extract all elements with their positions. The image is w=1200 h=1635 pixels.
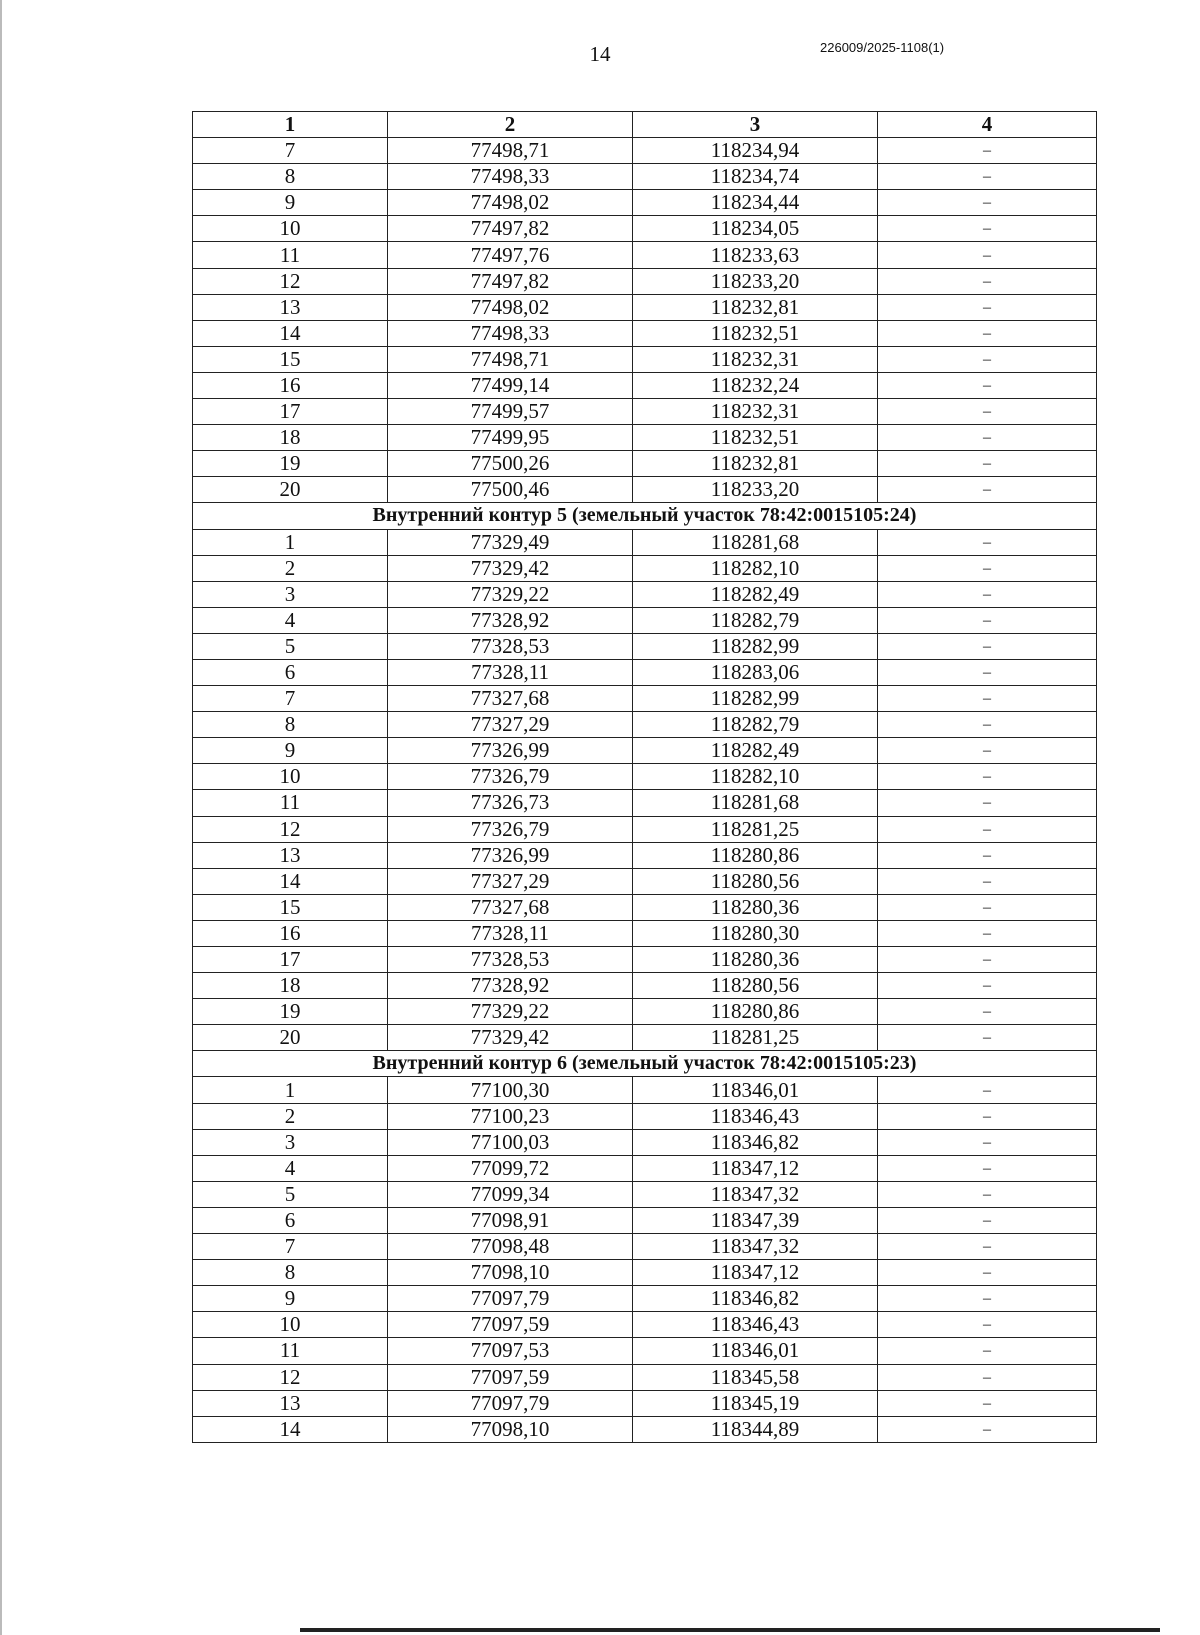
point-number-cell: 3 xyxy=(193,1129,388,1155)
column-4-cell: – xyxy=(878,1025,1097,1051)
y-coordinate-cell: 118281,68 xyxy=(633,790,878,816)
y-coordinate-cell: 118281,25 xyxy=(633,816,878,842)
column-4-cell: – xyxy=(878,633,1097,659)
table-row xyxy=(193,1207,1097,1233)
x-coordinate-cell: 77498,71 xyxy=(388,138,633,164)
column-4-cell: – xyxy=(878,1338,1097,1364)
y-coordinate-cell: 118345,19 xyxy=(633,1390,878,1416)
x-coordinate-cell: 77329,42 xyxy=(388,1025,633,1051)
x-coordinate-cell: 77329,42 xyxy=(388,555,633,581)
x-coordinate-cell: 77097,79 xyxy=(388,1286,633,1312)
column-4-cell: – xyxy=(878,138,1097,164)
x-coordinate-cell: 77098,91 xyxy=(388,1207,633,1233)
y-coordinate-cell: 118232,51 xyxy=(633,320,878,346)
x-coordinate-cell: 77098,48 xyxy=(388,1234,633,1260)
point-number-cell: 8 xyxy=(193,1260,388,1286)
column-4-cell: – xyxy=(878,920,1097,946)
point-number-cell: 18 xyxy=(193,973,388,999)
table-row xyxy=(193,268,1097,294)
column-4-cell: – xyxy=(878,425,1097,451)
y-coordinate-cell: 118280,86 xyxy=(633,842,878,868)
x-coordinate-cell: 77329,22 xyxy=(388,999,633,1025)
column-4-cell: – xyxy=(878,1155,1097,1181)
point-number-cell: 5 xyxy=(193,1181,388,1207)
column-4-cell: – xyxy=(878,1312,1097,1338)
section-title: Внутренний контур 6 (земельный участок 78:42:0015105:23) xyxy=(193,1051,1097,1077)
x-coordinate-cell: 77500,26 xyxy=(388,451,633,477)
column-4-cell: – xyxy=(878,712,1097,738)
column-4-cell: – xyxy=(878,659,1097,685)
table-row xyxy=(193,294,1097,320)
point-number-cell: 17 xyxy=(193,947,388,973)
y-coordinate-cell: 118282,99 xyxy=(633,686,878,712)
y-coordinate-cell: 118283,06 xyxy=(633,659,878,685)
table-row xyxy=(193,1025,1097,1051)
bottom-rule xyxy=(300,1628,1160,1632)
y-coordinate-cell: 118347,32 xyxy=(633,1234,878,1260)
y-coordinate-cell: 118282,10 xyxy=(633,555,878,581)
point-number-cell: 14 xyxy=(193,320,388,346)
table-row xyxy=(193,1103,1097,1129)
column-header-3: 3 xyxy=(633,112,878,138)
y-coordinate-cell: 118232,24 xyxy=(633,372,878,398)
x-coordinate-cell: 77499,14 xyxy=(388,372,633,398)
y-coordinate-cell: 118282,99 xyxy=(633,633,878,659)
point-number-cell: 4 xyxy=(193,1155,388,1181)
point-number-cell: 19 xyxy=(193,999,388,1025)
y-coordinate-cell: 118347,39 xyxy=(633,1207,878,1233)
point-number-cell: 3 xyxy=(193,581,388,607)
y-coordinate-cell: 118347,12 xyxy=(633,1155,878,1181)
table-row xyxy=(193,1416,1097,1442)
point-number-cell: 6 xyxy=(193,659,388,685)
column-4-cell: – xyxy=(878,738,1097,764)
y-coordinate-cell: 118280,56 xyxy=(633,973,878,999)
column-4-cell: – xyxy=(878,164,1097,190)
point-number-cell: 20 xyxy=(193,1025,388,1051)
point-number-cell: 6 xyxy=(193,1207,388,1233)
column-4-cell: – xyxy=(878,999,1097,1025)
x-coordinate-cell: 77328,53 xyxy=(388,633,633,659)
y-coordinate-cell: 118280,56 xyxy=(633,868,878,894)
column-4-cell: – xyxy=(878,372,1097,398)
point-number-cell: 17 xyxy=(193,399,388,425)
point-number-cell: 15 xyxy=(193,894,388,920)
y-coordinate-cell: 118346,43 xyxy=(633,1103,878,1129)
x-coordinate-cell: 77328,11 xyxy=(388,920,633,946)
column-4-cell: – xyxy=(878,973,1097,999)
table-row xyxy=(193,216,1097,242)
column-4-cell: – xyxy=(878,320,1097,346)
table-row xyxy=(193,764,1097,790)
column-4-cell: – xyxy=(878,399,1097,425)
point-number-cell: 10 xyxy=(193,764,388,790)
point-number-cell: 15 xyxy=(193,346,388,372)
y-coordinate-cell: 118233,63 xyxy=(633,242,878,268)
table-row xyxy=(193,659,1097,685)
x-coordinate-cell: 77329,22 xyxy=(388,581,633,607)
point-number-cell: 13 xyxy=(193,842,388,868)
table-row xyxy=(193,320,1097,346)
y-coordinate-cell: 118282,49 xyxy=(633,581,878,607)
table-row xyxy=(193,138,1097,164)
point-number-cell: 7 xyxy=(193,686,388,712)
column-4-cell: – xyxy=(878,1129,1097,1155)
x-coordinate-cell: 77100,03 xyxy=(388,1129,633,1155)
x-coordinate-cell: 77326,99 xyxy=(388,842,633,868)
column-4-cell: – xyxy=(878,1390,1097,1416)
column-4-cell: – xyxy=(878,529,1097,555)
table-row xyxy=(193,842,1097,868)
y-coordinate-cell: 118233,20 xyxy=(633,477,878,503)
y-coordinate-cell: 118346,01 xyxy=(633,1077,878,1103)
table-row xyxy=(193,686,1097,712)
x-coordinate-cell: 77100,23 xyxy=(388,1103,633,1129)
table-row xyxy=(193,1364,1097,1390)
point-number-cell: 9 xyxy=(193,190,388,216)
y-coordinate-cell: 118282,10 xyxy=(633,764,878,790)
x-coordinate-cell: 77499,95 xyxy=(388,425,633,451)
column-4-cell: – xyxy=(878,816,1097,842)
column-4-cell: – xyxy=(878,947,1097,973)
y-coordinate-cell: 118282,79 xyxy=(633,712,878,738)
point-number-cell: 10 xyxy=(193,216,388,242)
table-row xyxy=(193,529,1097,555)
point-number-cell: 4 xyxy=(193,607,388,633)
table-header-row xyxy=(193,112,1097,138)
table-row xyxy=(193,1338,1097,1364)
point-number-cell: 1 xyxy=(193,529,388,555)
x-coordinate-cell: 77498,02 xyxy=(388,190,633,216)
column-4-cell: – xyxy=(878,894,1097,920)
point-number-cell: 14 xyxy=(193,868,388,894)
table-row xyxy=(193,973,1097,999)
table-row xyxy=(193,451,1097,477)
x-coordinate-cell: 77326,79 xyxy=(388,816,633,842)
table-row xyxy=(193,1286,1097,1312)
x-coordinate-cell: 77097,53 xyxy=(388,1338,633,1364)
column-4-cell: – xyxy=(878,555,1097,581)
table-row xyxy=(193,947,1097,973)
table-row xyxy=(193,1390,1097,1416)
y-coordinate-cell: 118347,12 xyxy=(633,1260,878,1286)
column-4-cell: – xyxy=(878,842,1097,868)
column-4-cell: – xyxy=(878,764,1097,790)
point-number-cell: 5 xyxy=(193,633,388,659)
x-coordinate-cell: 77097,59 xyxy=(388,1364,633,1390)
document-reference: 226009/2025-1108(1) xyxy=(820,40,945,55)
table-row xyxy=(193,920,1097,946)
x-coordinate-cell: 77098,10 xyxy=(388,1260,633,1286)
table-row xyxy=(193,633,1097,659)
table-row xyxy=(193,1312,1097,1338)
column-4-cell: – xyxy=(878,1260,1097,1286)
point-number-cell: 14 xyxy=(193,1416,388,1442)
x-coordinate-cell: 77329,49 xyxy=(388,529,633,555)
point-number-cell: 18 xyxy=(193,425,388,451)
table-row xyxy=(193,868,1097,894)
column-4-cell: – xyxy=(878,868,1097,894)
point-number-cell: 12 xyxy=(193,1364,388,1390)
table-row xyxy=(193,816,1097,842)
column-4-cell: – xyxy=(878,1103,1097,1129)
x-coordinate-cell: 77327,29 xyxy=(388,712,633,738)
table-row xyxy=(193,346,1097,372)
y-coordinate-cell: 118280,30 xyxy=(633,920,878,946)
table-row xyxy=(193,581,1097,607)
point-number-cell: 20 xyxy=(193,477,388,503)
column-4-cell: – xyxy=(878,686,1097,712)
x-coordinate-cell: 77099,34 xyxy=(388,1181,633,1207)
y-coordinate-cell: 118232,81 xyxy=(633,451,878,477)
point-number-cell: 8 xyxy=(193,712,388,738)
y-coordinate-cell: 118282,49 xyxy=(633,738,878,764)
table-row xyxy=(193,477,1097,503)
section-title-row xyxy=(193,503,1097,529)
page-number: 14 xyxy=(589,42,611,66)
column-header-2: 2 xyxy=(388,112,633,138)
y-coordinate-cell: 118281,68 xyxy=(633,529,878,555)
column-4-cell: – xyxy=(878,1286,1097,1312)
table-row xyxy=(193,1181,1097,1207)
point-number-cell: 11 xyxy=(193,242,388,268)
table-row xyxy=(193,1260,1097,1286)
x-coordinate-cell: 77328,92 xyxy=(388,973,633,999)
table-row xyxy=(193,555,1097,581)
section-title-row xyxy=(193,1051,1097,1077)
x-coordinate-cell: 77498,33 xyxy=(388,320,633,346)
table-row xyxy=(193,999,1097,1025)
point-number-cell: 2 xyxy=(193,555,388,581)
column-4-cell: – xyxy=(878,477,1097,503)
y-coordinate-cell: 118345,58 xyxy=(633,1364,878,1390)
table-row xyxy=(193,1155,1097,1181)
table-row xyxy=(193,242,1097,268)
column-4-cell: – xyxy=(878,268,1097,294)
x-coordinate-cell: 77327,68 xyxy=(388,894,633,920)
column-4-cell: – xyxy=(878,790,1097,816)
x-coordinate-cell: 77498,71 xyxy=(388,346,633,372)
x-coordinate-cell: 77326,99 xyxy=(388,738,633,764)
y-coordinate-cell: 118346,82 xyxy=(633,1286,878,1312)
coordinates-table xyxy=(192,111,1097,1443)
column-4-cell: – xyxy=(878,216,1097,242)
y-coordinate-cell: 118346,01 xyxy=(633,1338,878,1364)
column-4-cell: – xyxy=(878,581,1097,607)
point-number-cell: 19 xyxy=(193,451,388,477)
x-coordinate-cell: 77326,73 xyxy=(388,790,633,816)
y-coordinate-cell: 118280,86 xyxy=(633,999,878,1025)
x-coordinate-cell: 77097,59 xyxy=(388,1312,633,1338)
column-4-cell: – xyxy=(878,1416,1097,1442)
column-header-4: 4 xyxy=(878,112,1097,138)
point-number-cell: 7 xyxy=(193,1234,388,1260)
x-coordinate-cell: 77498,02 xyxy=(388,294,633,320)
y-coordinate-cell: 118233,20 xyxy=(633,268,878,294)
y-coordinate-cell: 118234,74 xyxy=(633,164,878,190)
column-4-cell: – xyxy=(878,190,1097,216)
y-coordinate-cell: 118280,36 xyxy=(633,894,878,920)
table-row xyxy=(193,164,1097,190)
table-row xyxy=(193,425,1097,451)
x-coordinate-cell: 77499,57 xyxy=(388,399,633,425)
point-number-cell: 11 xyxy=(193,790,388,816)
y-coordinate-cell: 118234,44 xyxy=(633,190,878,216)
column-4-cell: – xyxy=(878,1181,1097,1207)
y-coordinate-cell: 118347,32 xyxy=(633,1181,878,1207)
point-number-cell: 16 xyxy=(193,372,388,398)
x-coordinate-cell: 77328,53 xyxy=(388,947,633,973)
y-coordinate-cell: 118234,94 xyxy=(633,138,878,164)
column-4-cell: – xyxy=(878,607,1097,633)
table-row xyxy=(193,712,1097,738)
point-number-cell: 9 xyxy=(193,738,388,764)
table-row xyxy=(193,190,1097,216)
column-4-cell: – xyxy=(878,1364,1097,1390)
x-coordinate-cell: 77497,76 xyxy=(388,242,633,268)
y-coordinate-cell: 118232,81 xyxy=(633,294,878,320)
table-row xyxy=(193,607,1097,633)
x-coordinate-cell: 77327,68 xyxy=(388,686,633,712)
column-4-cell: – xyxy=(878,1234,1097,1260)
x-coordinate-cell: 77328,11 xyxy=(388,659,633,685)
x-coordinate-cell: 77498,33 xyxy=(388,164,633,190)
column-4-cell: – xyxy=(878,451,1097,477)
table-row xyxy=(193,1077,1097,1103)
x-coordinate-cell: 77500,46 xyxy=(388,477,633,503)
point-number-cell: 16 xyxy=(193,920,388,946)
table-row xyxy=(193,1129,1097,1155)
point-number-cell: 11 xyxy=(193,1338,388,1364)
table-row xyxy=(193,894,1097,920)
y-coordinate-cell: 118232,51 xyxy=(633,425,878,451)
point-number-cell: 10 xyxy=(193,1312,388,1338)
table-row xyxy=(193,790,1097,816)
table-row xyxy=(193,372,1097,398)
x-coordinate-cell: 77326,79 xyxy=(388,764,633,790)
point-number-cell: 13 xyxy=(193,294,388,320)
y-coordinate-cell: 118281,25 xyxy=(633,1025,878,1051)
x-coordinate-cell: 77497,82 xyxy=(388,268,633,294)
point-number-cell: 8 xyxy=(193,164,388,190)
scan-left-edge xyxy=(0,0,2,1635)
point-number-cell: 12 xyxy=(193,816,388,842)
point-number-cell: 1 xyxy=(193,1077,388,1103)
y-coordinate-cell: 118282,79 xyxy=(633,607,878,633)
table-row xyxy=(193,399,1097,425)
point-number-cell: 13 xyxy=(193,1390,388,1416)
y-coordinate-cell: 118232,31 xyxy=(633,346,878,372)
table-row xyxy=(193,1234,1097,1260)
x-coordinate-cell: 77099,72 xyxy=(388,1155,633,1181)
column-4-cell: – xyxy=(878,346,1097,372)
y-coordinate-cell: 118280,36 xyxy=(633,947,878,973)
x-coordinate-cell: 77328,92 xyxy=(388,607,633,633)
table-row xyxy=(193,738,1097,764)
x-coordinate-cell: 77327,29 xyxy=(388,868,633,894)
y-coordinate-cell: 118346,43 xyxy=(633,1312,878,1338)
point-number-cell: 12 xyxy=(193,268,388,294)
column-4-cell: – xyxy=(878,1207,1097,1233)
point-number-cell: 9 xyxy=(193,1286,388,1312)
column-header-1: 1 xyxy=(193,112,388,138)
x-coordinate-cell: 77098,10 xyxy=(388,1416,633,1442)
y-coordinate-cell: 118234,05 xyxy=(633,216,878,242)
column-4-cell: – xyxy=(878,294,1097,320)
point-number-cell: 2 xyxy=(193,1103,388,1129)
column-4-cell: – xyxy=(878,242,1097,268)
y-coordinate-cell: 118346,82 xyxy=(633,1129,878,1155)
y-coordinate-cell: 118232,31 xyxy=(633,399,878,425)
point-number-cell: 7 xyxy=(193,138,388,164)
section-title: Внутренний контур 5 (земельный участок 78:42:0015105:24) xyxy=(193,503,1097,529)
x-coordinate-cell: 77497,82 xyxy=(388,216,633,242)
x-coordinate-cell: 77097,79 xyxy=(388,1390,633,1416)
column-4-cell: – xyxy=(878,1077,1097,1103)
x-coordinate-cell: 77100,30 xyxy=(388,1077,633,1103)
coordinates-table-body xyxy=(193,112,1097,1443)
y-coordinate-cell: 118344,89 xyxy=(633,1416,878,1442)
